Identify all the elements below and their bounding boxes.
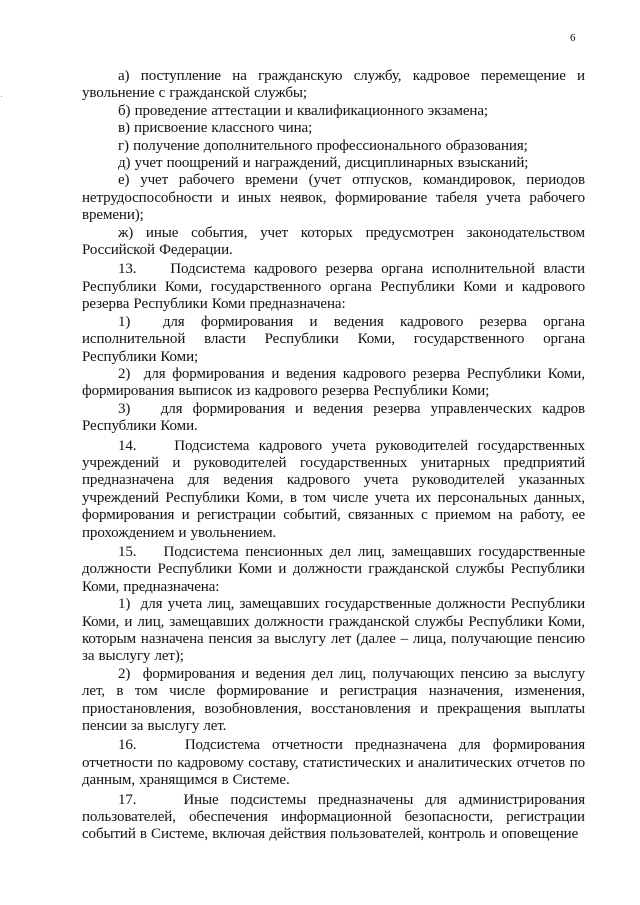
list-item-v: в) присвоение классного чина; [118, 120, 313, 137]
section-15: 15. Подсистема пенсионных дел лиц, замещавших государственные должности Республики Коми и должности гражданской службы Республики Коми, предназначена: [82, 543, 585, 595]
document-body [82, 68, 585, 844]
section-13: 13. Подсистема кадрового резерва органа исполнительной власти Республики Коми, государственного органа Республики Коми и кадрового резерва Республики Коми предназначена: [82, 261, 585, 313]
section-17: 17. Иные подсистемы предназначены для администрирования пользователей, обеспечения информационной безопасности, регистрации событий в Системе, включая действия пользователей, контроль и оповещение [82, 791, 585, 843]
section-15-item-1: 1) для учета лиц, замещавших государственные должности Республики Коми, и лиц, замещавших должности гражданской службы Республики Коми, которым назначена пенсия за выслугу лет (далее – лица, получающие пенсию за выслугу лет); [82, 596, 585, 665]
section-13-item-1: 1) для формирования и ведения кадрового резерва органа исполнительной власти Республики Коми, государственного органа Республики Коми; [82, 313, 585, 365]
list-item-g: г) получение дополнительного профессионального образования; [118, 137, 528, 154]
list-item-b: б) проведение аттестации и квалификационного экзамена; [118, 102, 488, 119]
section-13-item-2: 2) для формирования и ведения кадрового резерва Республики Коми, формирования выписок из кадрового резерва Республики Коми; [82, 365, 585, 400]
list-item-a: а) поступление на гражданскую службу, кадровое перемещение и увольнение с гражданской службы; [82, 68, 585, 102]
section-14: 14. Подсистема кадрового учета руководителей государственных учреждений и руководителей государственных унитарных предприятий предназначена для ведения кадрового учета руководителей указанных учреждений Республики Коми, в том числе учета их персональных данных, формирования и регистрации событий, связанных с приемом на работу, ее прохождением и увольнением. [82, 437, 585, 541]
scan-margin-mark [1, 96, 2, 97]
section-15-item-2: 2) формирования и ведения дел лиц, получающих пенсию за выслугу лет, в том числе формирование и регистрация назначения, изменения, приостановления, возобновления, восстановления и прекращения выплаты пенсии за выслугу лет. [82, 665, 585, 735]
list-item-zh: ж) иные события, учет которых предусмотрен законодательством Российской Федерации. [82, 224, 585, 259]
page-number: 6 [570, 32, 576, 44]
section-13-item-3: 3) для формирования и ведения резерва управленческих кадров Республики Коми. [82, 400, 585, 435]
list-item-e: е) учет рабочего времени (учет отпусков, командировок, периодов нетрудоспособности и иных неявок, формирование табеля учета рабочего времени); [82, 172, 585, 224]
section-16: 16. Подсистема отчетности предназначена для формирования отчетности по кадровому составу, статистических и аналитических отчетов по данным, хранящимся в Системе. [82, 737, 585, 789]
list-item-d: д) учет поощрений и награждений, дисциплинарных взысканий; [118, 155, 529, 172]
